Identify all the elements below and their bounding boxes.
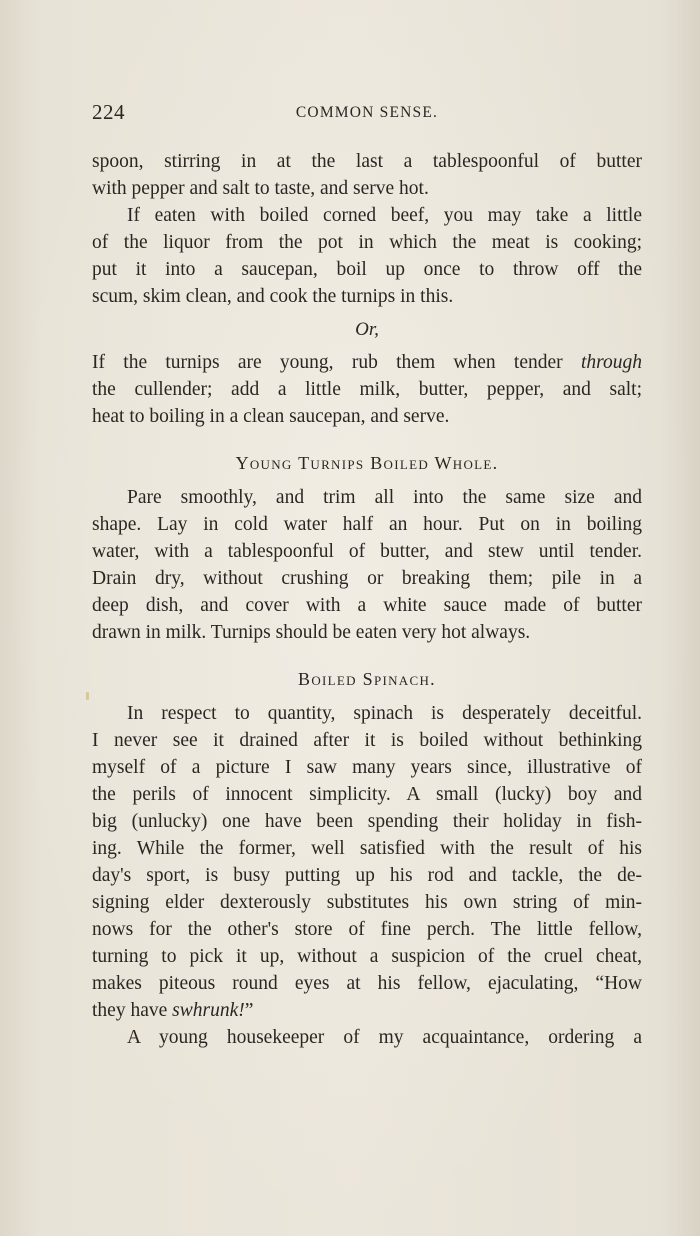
text-line: I never see it drained after it is boiled without bethinking — [92, 730, 642, 751]
text-line: A young housekeeper of my acquaintance, ordering a — [127, 1027, 642, 1048]
text-line: makes piteous round eyes at his fellow, ejaculating, “How — [92, 973, 642, 994]
text-run: they have — [92, 1000, 173, 1021]
text-line: turning to pick it up, without a suspicion of the cruel cheat, — [92, 946, 642, 967]
text-line: scum, skim clean, and cook the turnips in this. — [92, 286, 454, 307]
text-line: heat to boiling in a clean saucepan, and serve. — [92, 406, 450, 427]
text-line: Pare smoothly, and trim all into the same size and — [127, 487, 642, 508]
text-run: If the turnips are young, rub them when tender — [92, 352, 581, 373]
paragraph-continuation — [92, 148, 642, 202]
text-line: signing elder dexterously substitutes his own string of min- — [92, 892, 642, 913]
paragraph-young-housekeeper — [92, 1024, 642, 1051]
text-line: In respect to quantity, spinach is desperately deceitful. — [127, 703, 642, 724]
text-line: nows for the other's store of fine perch. The little fellow, — [92, 919, 642, 940]
section-heading-boiled-spinach: Boiled Spinach. — [298, 669, 436, 689]
text-line: the cullender; add a little milk, butter, pepper, and salt; — [92, 379, 642, 400]
text-line: day's sport, is busy putting up his rod and tackle, the de- — [92, 865, 642, 886]
text-line: water, with a tablespoonful of butter, and stew until tender. — [92, 541, 642, 562]
paragraph-young-turnips — [92, 349, 642, 430]
text-line: drawn in milk. Turnips should be eaten very hot always. — [92, 622, 531, 643]
paragraph-spinach — [92, 700, 642, 1024]
page-header — [92, 100, 642, 130]
body-text — [92, 148, 642, 1051]
text-line: big (unlucky) one have been spending their holiday in fish- — [92, 811, 642, 832]
italic-word: swhrunk! — [172, 1000, 245, 1021]
text-line: If eaten with boiled corned beef, you may take a little — [127, 205, 642, 226]
or-divider: Or, — [355, 319, 379, 340]
text-line: shape. Lay in cold water half an hour. Put on in boiling — [92, 514, 642, 535]
text-line: the perils of innocent simplicity. A small (lucky) boy and — [92, 784, 642, 805]
text-line: Drain dry, without crushing or breaking them; pile in a — [92, 568, 642, 589]
paragraph-corned-beef — [92, 202, 642, 310]
paper-speck — [86, 692, 89, 700]
text-line: myself of a picture I saw many years since, illustrative of — [92, 757, 642, 778]
text-line: with pepper and salt to taste, and serve hot. — [92, 178, 429, 199]
text-line: ing. While the former, well satisfied with the result of his — [92, 838, 642, 859]
text-run: ” — [244, 1000, 254, 1021]
section-heading-young-turnips: Young Turnips Boiled Whole. — [235, 453, 499, 473]
italic-word: through — [580, 352, 642, 373]
text-line: spoon, stirring in at the last a tablespoonful of butter — [92, 151, 642, 172]
text-line — [92, 349, 642, 376]
paragraph-boiled-whole — [92, 484, 642, 646]
text-line: of the liquor from the pot in which the meat is cooking; — [92, 232, 642, 253]
page-number: 224 — [92, 100, 125, 124]
running-head: COMMON SENSE. — [295, 104, 439, 121]
text-line — [92, 997, 642, 1024]
text-line: deep dish, and cover with a white sauce made of butter — [92, 595, 642, 616]
text-line: put it into a saucepan, boil up once to throw off the — [92, 259, 642, 280]
